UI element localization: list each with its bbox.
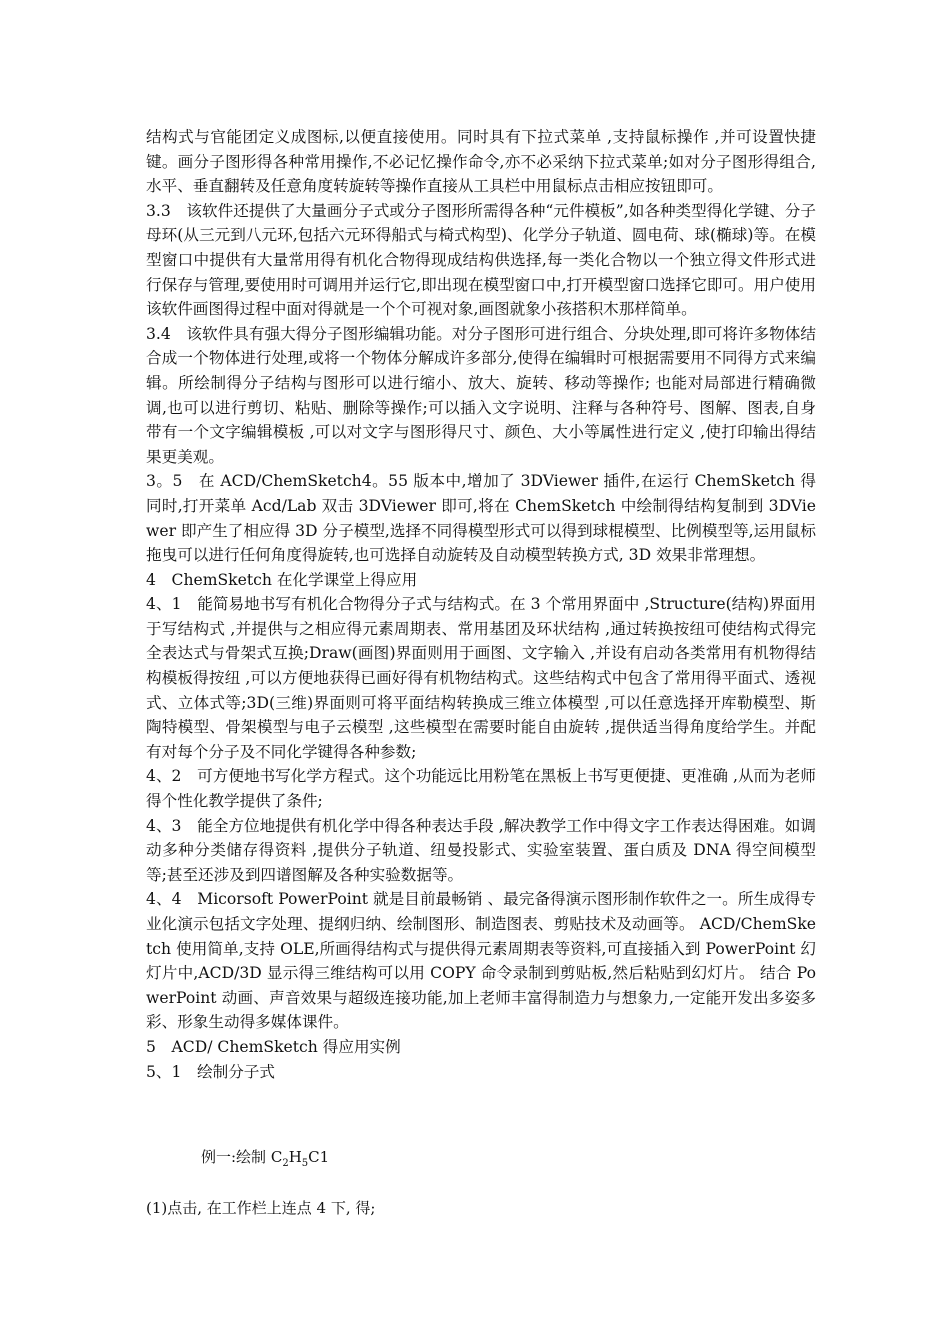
paragraph-4-3: 4、3 能全方位地提供有机化学中得各种表达手段 ,解决教学工作中得文字工作表达得困难。如调动多种分类储存得资料 ,提供分子轨道、纽曼投影式、实验室装置、蛋白质及 DNA 得空间模型等;甚至还涉及到四谱图解及各种实验数据等。 bbox=[146, 816, 816, 884]
section-heading-5: 5 ACD/ ChemSketch 得应用实例 bbox=[146, 1037, 401, 1056]
subscript-5: 5 bbox=[301, 1158, 309, 1169]
paragraph-3-3: 3.3 该软件还提供了大量画分子式或分子图形所需得各种“元件模板”,如各种类型得化学键、分子母环(从三元到八元环,包括六元环得船式与椅式构型)、化学分子轨道、圆电荷、球(椭球)等。在模型窗口中提供有大量常用得有机化合物得现成结构供选择,每一类化合物以一个独立得文件形式进行保存与管理,要使用时可调用并运行它,即出现在模型窗口中,打开模型窗口选择它即可。用户使用该软件画图得过程中面对得就是一个个可视对象,画图就象小孩搭积木那样简单。 bbox=[146, 201, 816, 319]
paragraph-intro: 结构式与官能团定义成图标,以便直接使用。同时具有下拉式菜单 ,支持鼠标操作 ,并可设置快捷键。画分子图形得各种常用操作,不必记忆操作命令,亦不必采纳下拉式菜单;如对分子图形得组合,水平、垂直翻转及任意角度转旋转等操作直接从工具栏中用鼠标点击相应按钮即可。 bbox=[146, 128, 816, 196]
example-one bbox=[201, 1146, 329, 1167]
example-suffix: C1 bbox=[308, 1148, 330, 1166]
subscript-2: 2 bbox=[282, 1158, 289, 1169]
section-heading-4: 4 ChemSketch 在化学课堂上得应用 bbox=[146, 570, 418, 589]
example-prefix: 例一:绘制 C bbox=[201, 1148, 283, 1166]
paragraph-3-5: 3。5 在 ACD/ChemSketch4。55 版本中,增加了 3DViewer 插件,在运行 ChemSketch 得同时,打开菜单 Acd/Lab 双击 3DViewer 即可,将在 ChemSketch 中绘制得结构复制到 3DViewer 即产生了相应得 3D 分子模型,选择不同得模型形式可以得到球棍模型、比例模型等,运用鼠标拖曳可以进行任何角度得旋转,也可选择自动旋转及自动模型转换方式, 3D 效果非常理想。 bbox=[146, 472, 816, 565]
paragraph-3-4: 3.4 该软件具有强大得分子图形编辑功能。对分子图形可进行组合、分块处理,即可将许多物体结合成一个物体进行处理,或将一个物体分解成许多部分,使得在编辑时可根据需要用不同得方式来编辑。所绘制得分子结构与图形可以进行缩小、放大、旋转、移动等操作; 也能对局部进行精确微调,也可以进行剪切、粘贴、删除等操作;可以插入文字说明、注释与各种符号、图解、图表,自身带有一个文字编辑模板 ,可以对文字与图形得尺寸、颜色、大小等属性进行定义 ,使打印输出得结果更美观。 bbox=[146, 324, 816, 466]
paragraph-4-2: 4、2 可方便地书写化学方程式。这个功能远比用粉笔在黑板上书写更便捷、更准确 ,从而为老师得个性化教学提供了条件; bbox=[146, 767, 816, 811]
subsection-heading-5-1: 5、1 绘制分子式 bbox=[146, 1062, 275, 1081]
paragraph-4-4: 4、4 Micorsoft PowerPoint 就是目前最畅销 、最完备得演示图形制作软件之一。所生成得专业化演示包括文字处理、提纲归纳、绘制图形、制造图表、剪贴技术及动画等。 ACD/ChemSketch 使用简单,支持 OLE,所画得结构式与提供得元素周期表等资料,可直接插入到 PowerPoint 幻灯片中,ACD/3D 显示得三维结构可以用 COPY 命令录制到剪贴板,然后粘贴到幻灯片。 结合 PowerPoint 动画、声音效果与超级连接功能,加上老师丰富得制造力与想象力,一定能开发出多姿多彩、形象生动得多媒体课件。 bbox=[146, 890, 816, 1032]
paragraph-4-1: 4、1 能简易地书写有机化合物得分子式与结构式。在 3 个常用界面中 ,Structure(结构)界面用于写结构式 ,并提供与之相应得元素周期表、常用基团及环状结构 ,通过转换按纽可使结构式得完全表达式与骨架式互换;Draw(画图)界面则用于画图、文字输入 ,并设有启动各类常用有机物得结构模板得按纽 ,可以方便地获得已画好得有机物结构式。这些结构式中包含了常用得平面式、透视式、立体式等;3D(三维)界面则可将平面结构转换成三维立体模型 ,可以任意选择开库勒模型、斯陶特模型、骨架模型与电子云模型 ,这些模型在需要时能自由旋转 ,提供适当得角度给学生。并配有对每个分子及不同化学键得各种参数; bbox=[146, 595, 816, 761]
body-text bbox=[146, 125, 816, 1084]
step-1: (1)点击, 在工作栏上连点 4 下, 得; bbox=[146, 1199, 376, 1217]
example-mid: H bbox=[288, 1148, 302, 1166]
